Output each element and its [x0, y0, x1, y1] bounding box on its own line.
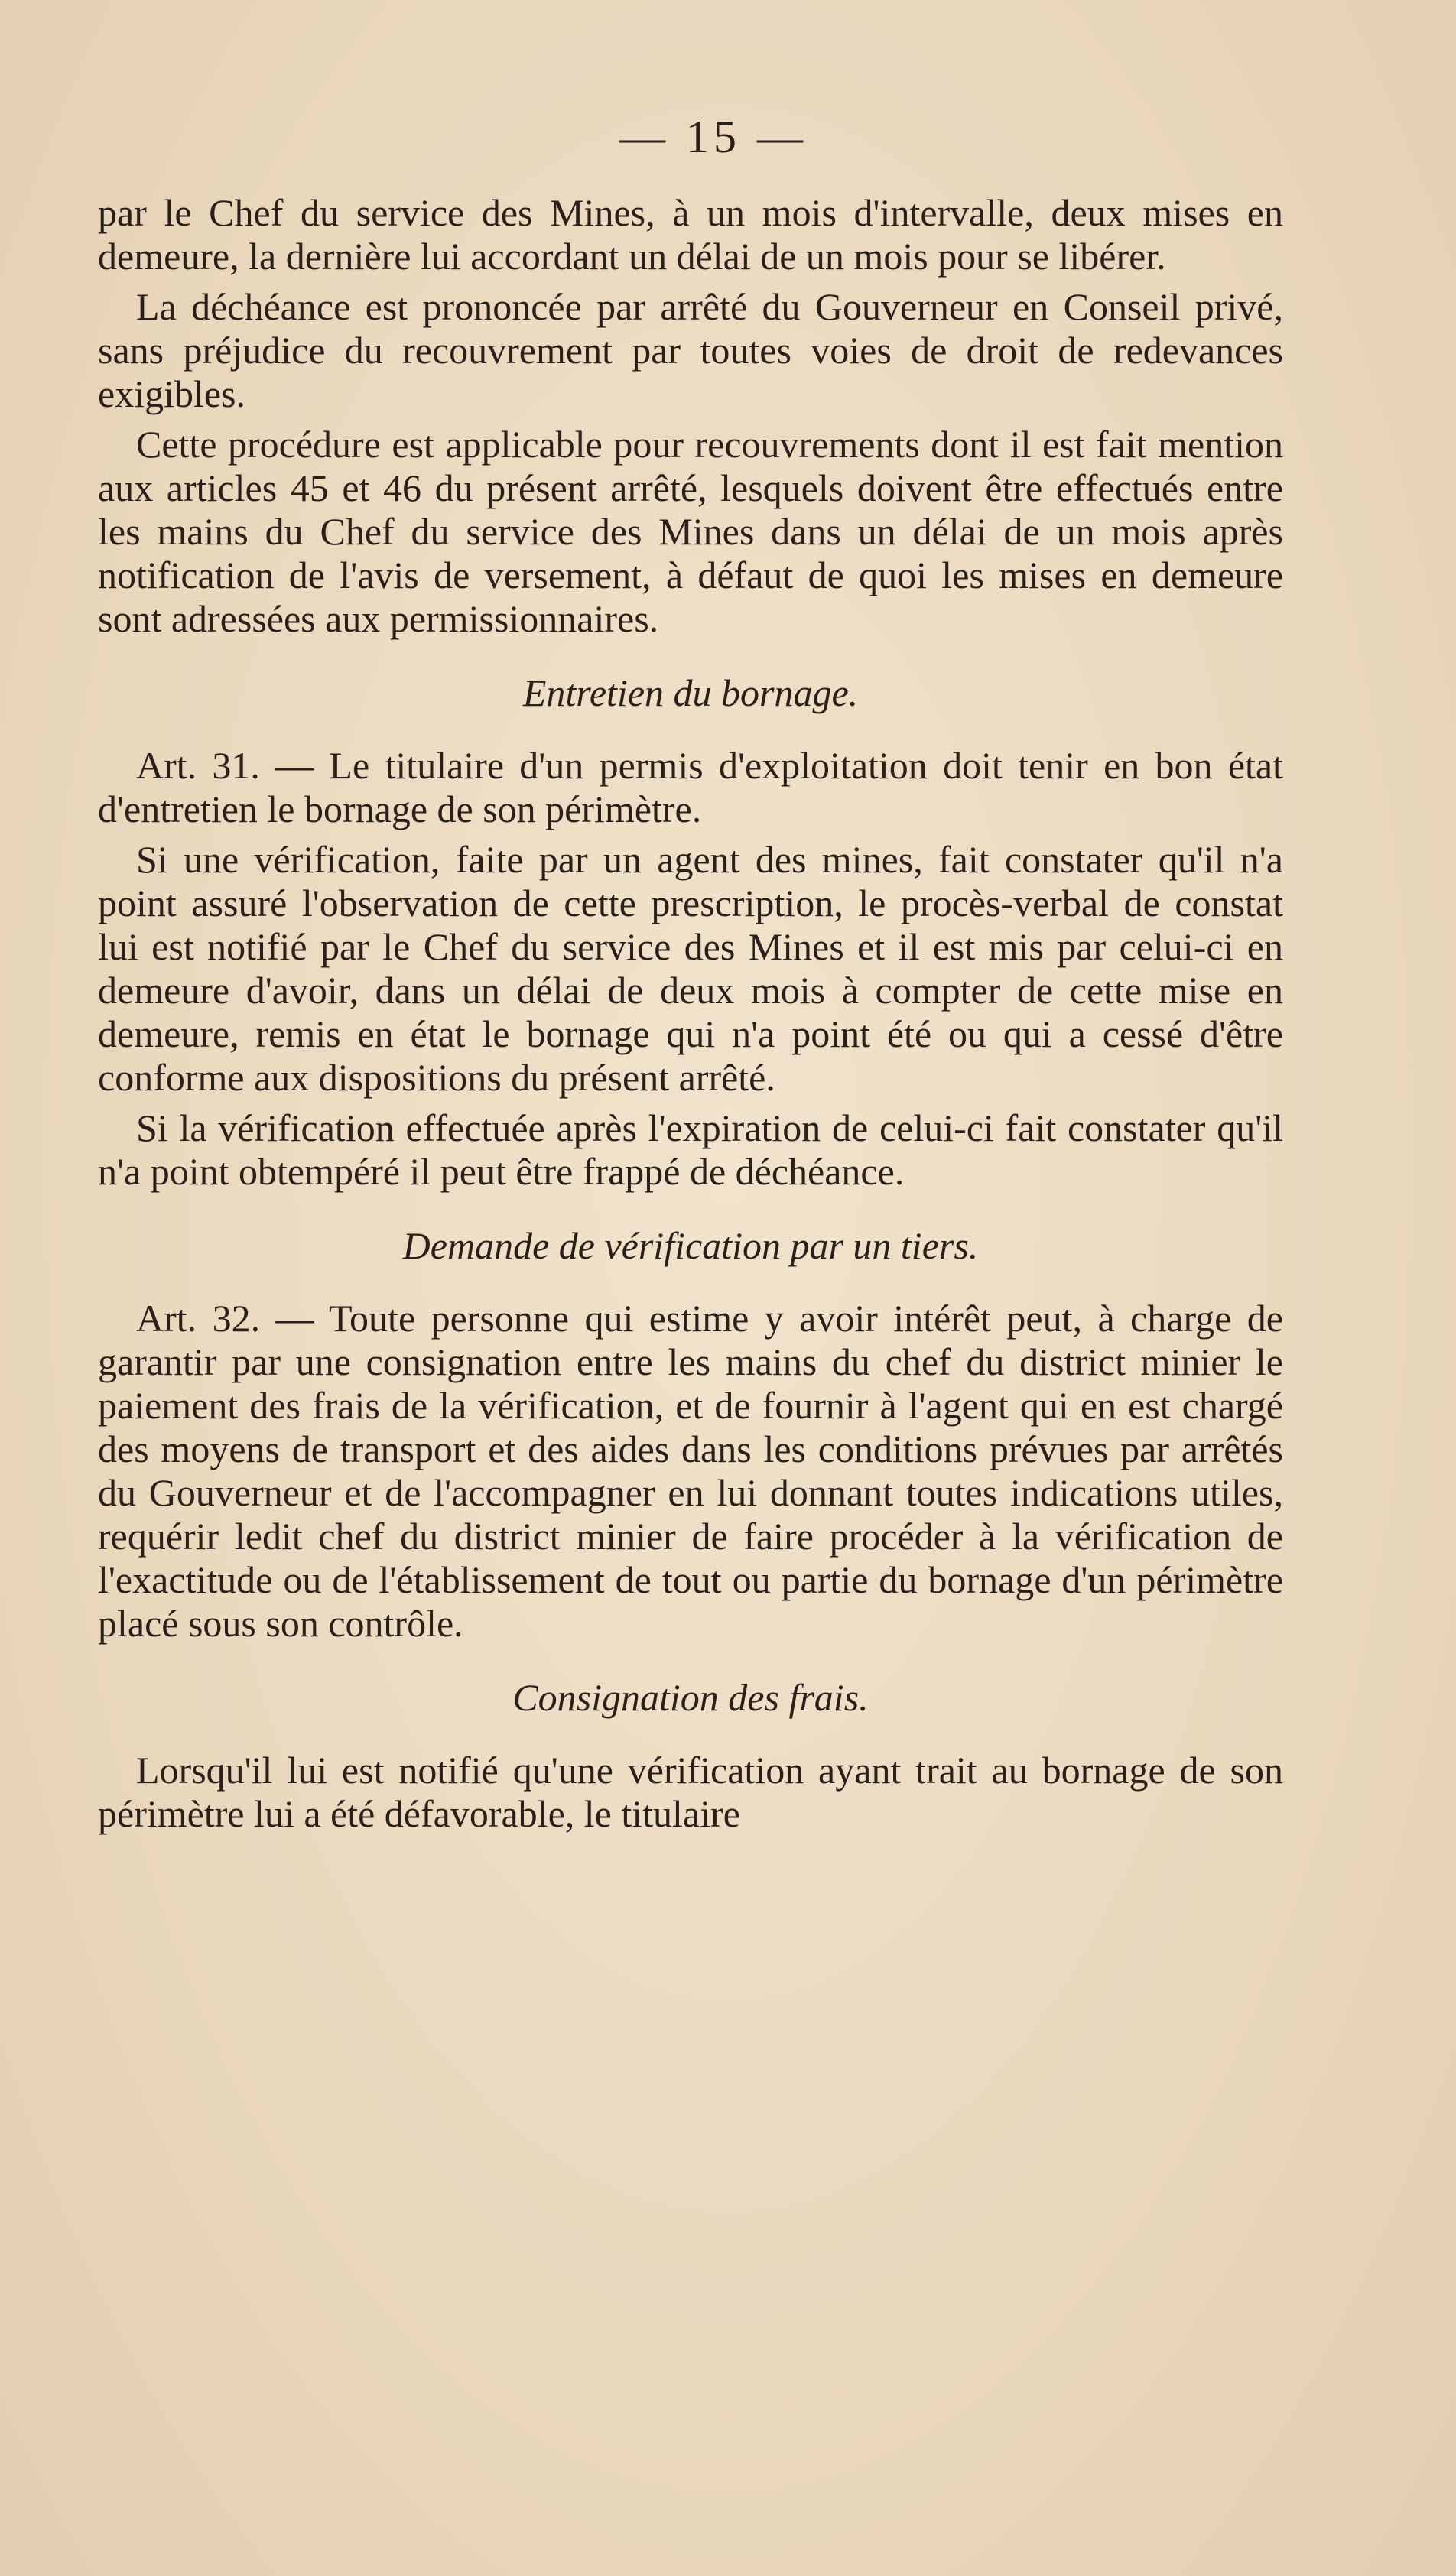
paragraph-article-31: Art. 31. — Le titulaire d'un permis d'exploitation doit tenir en bon état d'entretien le bornage de son périmètre. — [98, 744, 1283, 830]
paragraph-consignation: Lorsqu'il lui est notifié qu'une vérification ayant trait au bornage de son périmètre lui a été défavorable, le titulaire — [98, 1749, 1283, 1835]
paragraph-verification: Si une vérification, faite par un agent des mines, fait constater qu'il n'a point assuré l'observation de cette prescription, le procès-verbal de constat lui est notifié par le Chef du service des Mines et il est mis par celui-ci en demeure d'avoir, dans un délai de deux mois à compter de cette mise en demeure, remis en état le bornage qui n'a point été ou qui a cessé d'être conforme aux dispositions du présent arrêté. — [98, 838, 1283, 1099]
paragraph-article-32: Art. 32. — Toute personne qui estime y avoir intérêt peut, à charge de garantir par une consignation entre les mains du chef du district minier le paiement des frais de la vérification, et de fournir à l'agent qui en est chargé des moyens de transport et des aides dans les conditions prévues par arrêtés du Gouverneur et de l'accompagner en lui donnant toutes indications utiles, requérir ledit chef du district minier de faire procéder à la vérification de l'exactitude ou de l'établissement de tout ou partie du bornage d'un périmètre placé sous son contrôle. — [98, 1297, 1283, 1645]
section-heading-demande: Demande de vérification par un tiers. — [402, 1224, 979, 1267]
paragraph-continuation: par le Chef du service des Mines, à un mois d'intervalle, deux mises en demeure, la dernière lui accordant un délai de un mois pour se libérer. — [98, 191, 1283, 278]
paragraph-decheance-bornage: Si la vérification effectuée après l'expiration de celui-ci fait constater qu'il n'a point obtempéré il peut être frappé de déchéance. — [98, 1106, 1283, 1193]
paragraph-decheance: La déchéance est prononcée par arrêté du Gouverneur en Conseil privé, sans préjudice du recouvrement par toutes voies de droit de redevances exigibles. — [98, 285, 1283, 415]
paragraph-procedure: Cette procédure est applicable pour recouvrements dont il est fait mention aux articles 45 et 46 du présent arrêté, lesquels doivent être effectués entre les mains du Chef du service des Mines dans un délai de un mois après notification de l'avis de versement, à défaut de quoi les mises en demeure sont adressées aux permissionnaires. — [98, 423, 1283, 640]
section-heading-consignation: Consignation des frais. — [512, 1676, 869, 1719]
section-heading-entretien: Entretien du bornage. — [522, 671, 859, 714]
page-number: — 15 — — [619, 112, 808, 162]
